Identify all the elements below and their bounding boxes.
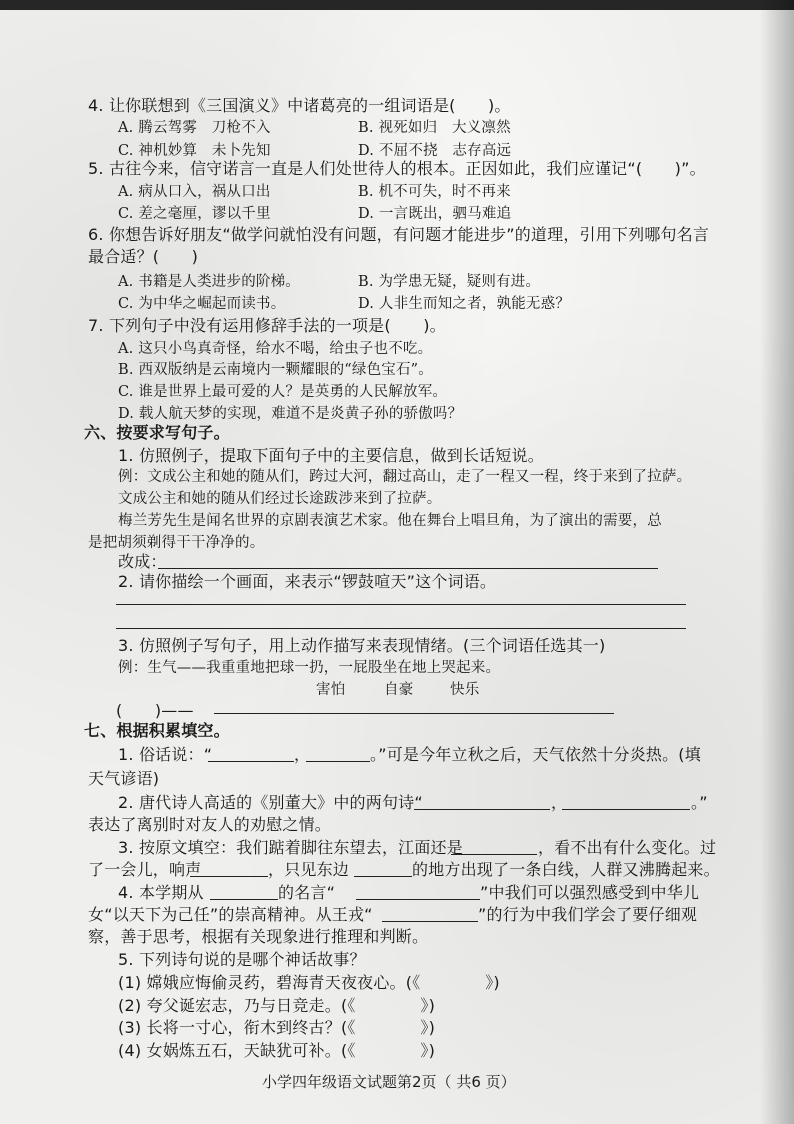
s7-l4-part5: ”的行为中我们学会了要仔细观 bbox=[478, 905, 698, 924]
q7-option-c: C. 谁是世界上最可爱的人？是英勇的人民解放军。 bbox=[118, 384, 448, 400]
item3-blank-prefix: ( )—— bbox=[116, 701, 194, 720]
sec6-example3: 例：生气——我重重地把球一扔，一屁股坐在地上哭起来。 bbox=[118, 660, 501, 676]
q5-stem: 5. 古往今来，信守诺言一直是人们处世待人的根本。正因如此，我们应谨记“( )”。 bbox=[88, 159, 706, 178]
sec6-item1: 1. 仿照例子，提取下面句子中的主要信息，做到长话短说。 bbox=[118, 446, 544, 465]
s7-l4-blank3[interactable] bbox=[382, 921, 478, 922]
s7-poem-1: (1) 嫦娥应悔偷灵药，碧海青天夜夜心。(《 》) bbox=[118, 973, 500, 992]
s7-l4-blank2[interactable] bbox=[356, 899, 480, 900]
scan-top-edge bbox=[0, 0, 794, 10]
s7-l1-blank2[interactable] bbox=[306, 761, 370, 762]
q5-option-d: D. 一言既出，驷马难追 bbox=[358, 206, 512, 222]
s7-l4-part6: 察，善于思考，根据有关现象进行推理和判断。 bbox=[88, 927, 429, 946]
q5-option-a: A. 病从口入，祸从口出 bbox=[118, 184, 271, 200]
s7-l3-part3: 了一会儿，响声 bbox=[88, 860, 202, 879]
s7-l4-part2: 的名言“ bbox=[278, 883, 336, 902]
s7-l3-part1: 3. 按原文填空：我们踮着脚往东望去，江面还是 bbox=[118, 838, 463, 857]
q7-option-b: B. 西双版纳是云南境内一颗耀眼的“绿色宝石”。 bbox=[118, 362, 433, 378]
q4-option-c: C. 神机妙算 未卜先知 bbox=[118, 143, 271, 159]
q6-option-a: A. 书籍是人类进步的阶梯。 bbox=[118, 274, 300, 290]
s7-l2-part3: 。” bbox=[691, 793, 708, 812]
q4-stem: 4. 让你联想到《三国演义》中诸葛亮的一组词语是( )。 bbox=[88, 96, 511, 115]
item3-answer-line[interactable] bbox=[214, 713, 614, 714]
section-6-title: 六、按要求写句子。 bbox=[84, 423, 230, 442]
q7-option-a: A. 这只小鸟真奇怪，给水不喝，给虫子也不吃。 bbox=[118, 341, 433, 357]
section-7-title: 七、根据积累填空。 bbox=[84, 721, 230, 740]
s7-l2-part4: 表达了离别时对友人的劝慰之情。 bbox=[88, 815, 332, 834]
s7-poem-4: (4) 女娲炼五石，天缺犹可补。(《 》) bbox=[118, 1041, 436, 1060]
sec6-example1: 例：文成公主和她的随从们，跨过大河，翻过高山，走了一程又一程，终于来到了拉萨。 bbox=[118, 469, 692, 485]
s7-l5-stem: 5. 下列诗句说的是哪个神话故事？ bbox=[118, 950, 366, 969]
sec6-meilanfang-line2: 是把胡须剃得干干净净的。 bbox=[88, 535, 265, 551]
q4-option-a: A. 腾云驾雾 刀枪不入 bbox=[118, 120, 271, 136]
q6-stem-line2: 最合适？( ) bbox=[88, 247, 199, 266]
item2-answer-line-1[interactable] bbox=[116, 604, 686, 605]
s7-l3-blank3[interactable] bbox=[354, 876, 412, 877]
s7-l1-part1: 1. 俗话说：“ bbox=[118, 745, 213, 764]
q6-option-c: C. 为中华之崛起而读书。 bbox=[118, 296, 286, 312]
s7-l4-blank1[interactable] bbox=[210, 899, 278, 900]
q5-option-c: C. 差之毫厘，谬以千里 bbox=[118, 206, 271, 222]
s7-l3-part2: ，看不出有什么变化。过 bbox=[538, 838, 717, 857]
s7-l3-blank2[interactable] bbox=[190, 876, 268, 877]
s7-l3-part4: ，只见东边 bbox=[268, 860, 350, 879]
sec6-item2: 2. 请你描绘一个画面，来表示“锣鼓喧天”这个词语。 bbox=[118, 572, 497, 591]
gaicheng-answer-line[interactable] bbox=[158, 568, 658, 569]
word-kuaile: 快乐 bbox=[450, 682, 480, 698]
q7-stem: 7. 下列句子中没有运用修辞手法的一项是( )。 bbox=[88, 316, 446, 335]
s7-l3-part5: 的地方出现了一条白线，人群又沸腾起来。 bbox=[412, 860, 720, 879]
s7-l4-part4: 女“以天下为己任”的崇高精神。从王戎“ bbox=[88, 905, 373, 924]
sec6-item3: 3. 仿照例子写句子，用上动作描写来表现情绪。(三个词语任选其一) bbox=[118, 636, 606, 655]
word-zihao: 自豪 bbox=[384, 682, 414, 698]
s7-l1-part4: 天气谚语) bbox=[88, 769, 160, 788]
s7-l1-part3: 。”可是今年立秋之后，天气依然十分炎热。(填 bbox=[370, 745, 701, 764]
item2-answer-line-2[interactable] bbox=[116, 628, 686, 629]
s7-l2-blank2[interactable] bbox=[562, 809, 690, 810]
scan-right-shadow bbox=[760, 0, 794, 1124]
q5-option-b: B. 机不可失，时不再来 bbox=[358, 184, 511, 200]
word-haipa: 害怕 bbox=[316, 682, 346, 698]
q6-option-d: D. 人非生而知之者，孰能无惑？ bbox=[358, 296, 571, 312]
s7-poem-2: (2) 夸父诞宏志，乃与日竞走。(《 》) bbox=[118, 996, 436, 1015]
page-footer: 小学四年级语文试题第2页（ 共6 页） bbox=[262, 1073, 516, 1091]
s7-l1-blank1[interactable] bbox=[208, 761, 294, 762]
s7-l4-part3: ”中我们可以强烈感受到中华儿 bbox=[480, 883, 700, 902]
q7-option-d: D. 载人航天梦的实现，难道不是炎黄子孙的骄傲吗？ bbox=[118, 406, 463, 422]
s7-poem-3: (3) 长将一寸心，衔木到终古？(《 》) bbox=[118, 1018, 436, 1037]
s7-l2-part1: 2. 唐代诗人高适的《别董大》中的两句诗“ bbox=[118, 793, 423, 812]
s7-l4-part1: 4. 本学期从 bbox=[118, 883, 204, 902]
s7-l3-blank1[interactable] bbox=[451, 854, 537, 855]
q6-stem-line1: 6. 你想告诉好朋友“做学问就怕没有问题，有问题才能进步”的道理，引用下列哪句名言 bbox=[88, 225, 710, 244]
q4-option-b: B. 视死如归 大义凛然 bbox=[358, 120, 511, 136]
sec6-example1-answer: 文成公主和她的随从们经过长途跋涉来到了拉萨。 bbox=[118, 491, 442, 507]
q4-option-d: D. 不屈不挠 志存高远 bbox=[358, 143, 512, 159]
s7-l2-part2: ， bbox=[551, 793, 568, 812]
sec6-meilanfang-line1: 梅兰芳先生是闻名世界的京剧表演艺术家。他在舞台上唱旦角，为了演出的需要，总 bbox=[118, 513, 662, 529]
q6-option-b: B. 为学患无疑，疑则有进。 bbox=[358, 274, 541, 290]
s7-l2-blank1[interactable] bbox=[414, 809, 550, 810]
s7-l1-part2: ， bbox=[294, 745, 311, 764]
sec6-gaicheng-label: 改成： bbox=[118, 552, 167, 571]
